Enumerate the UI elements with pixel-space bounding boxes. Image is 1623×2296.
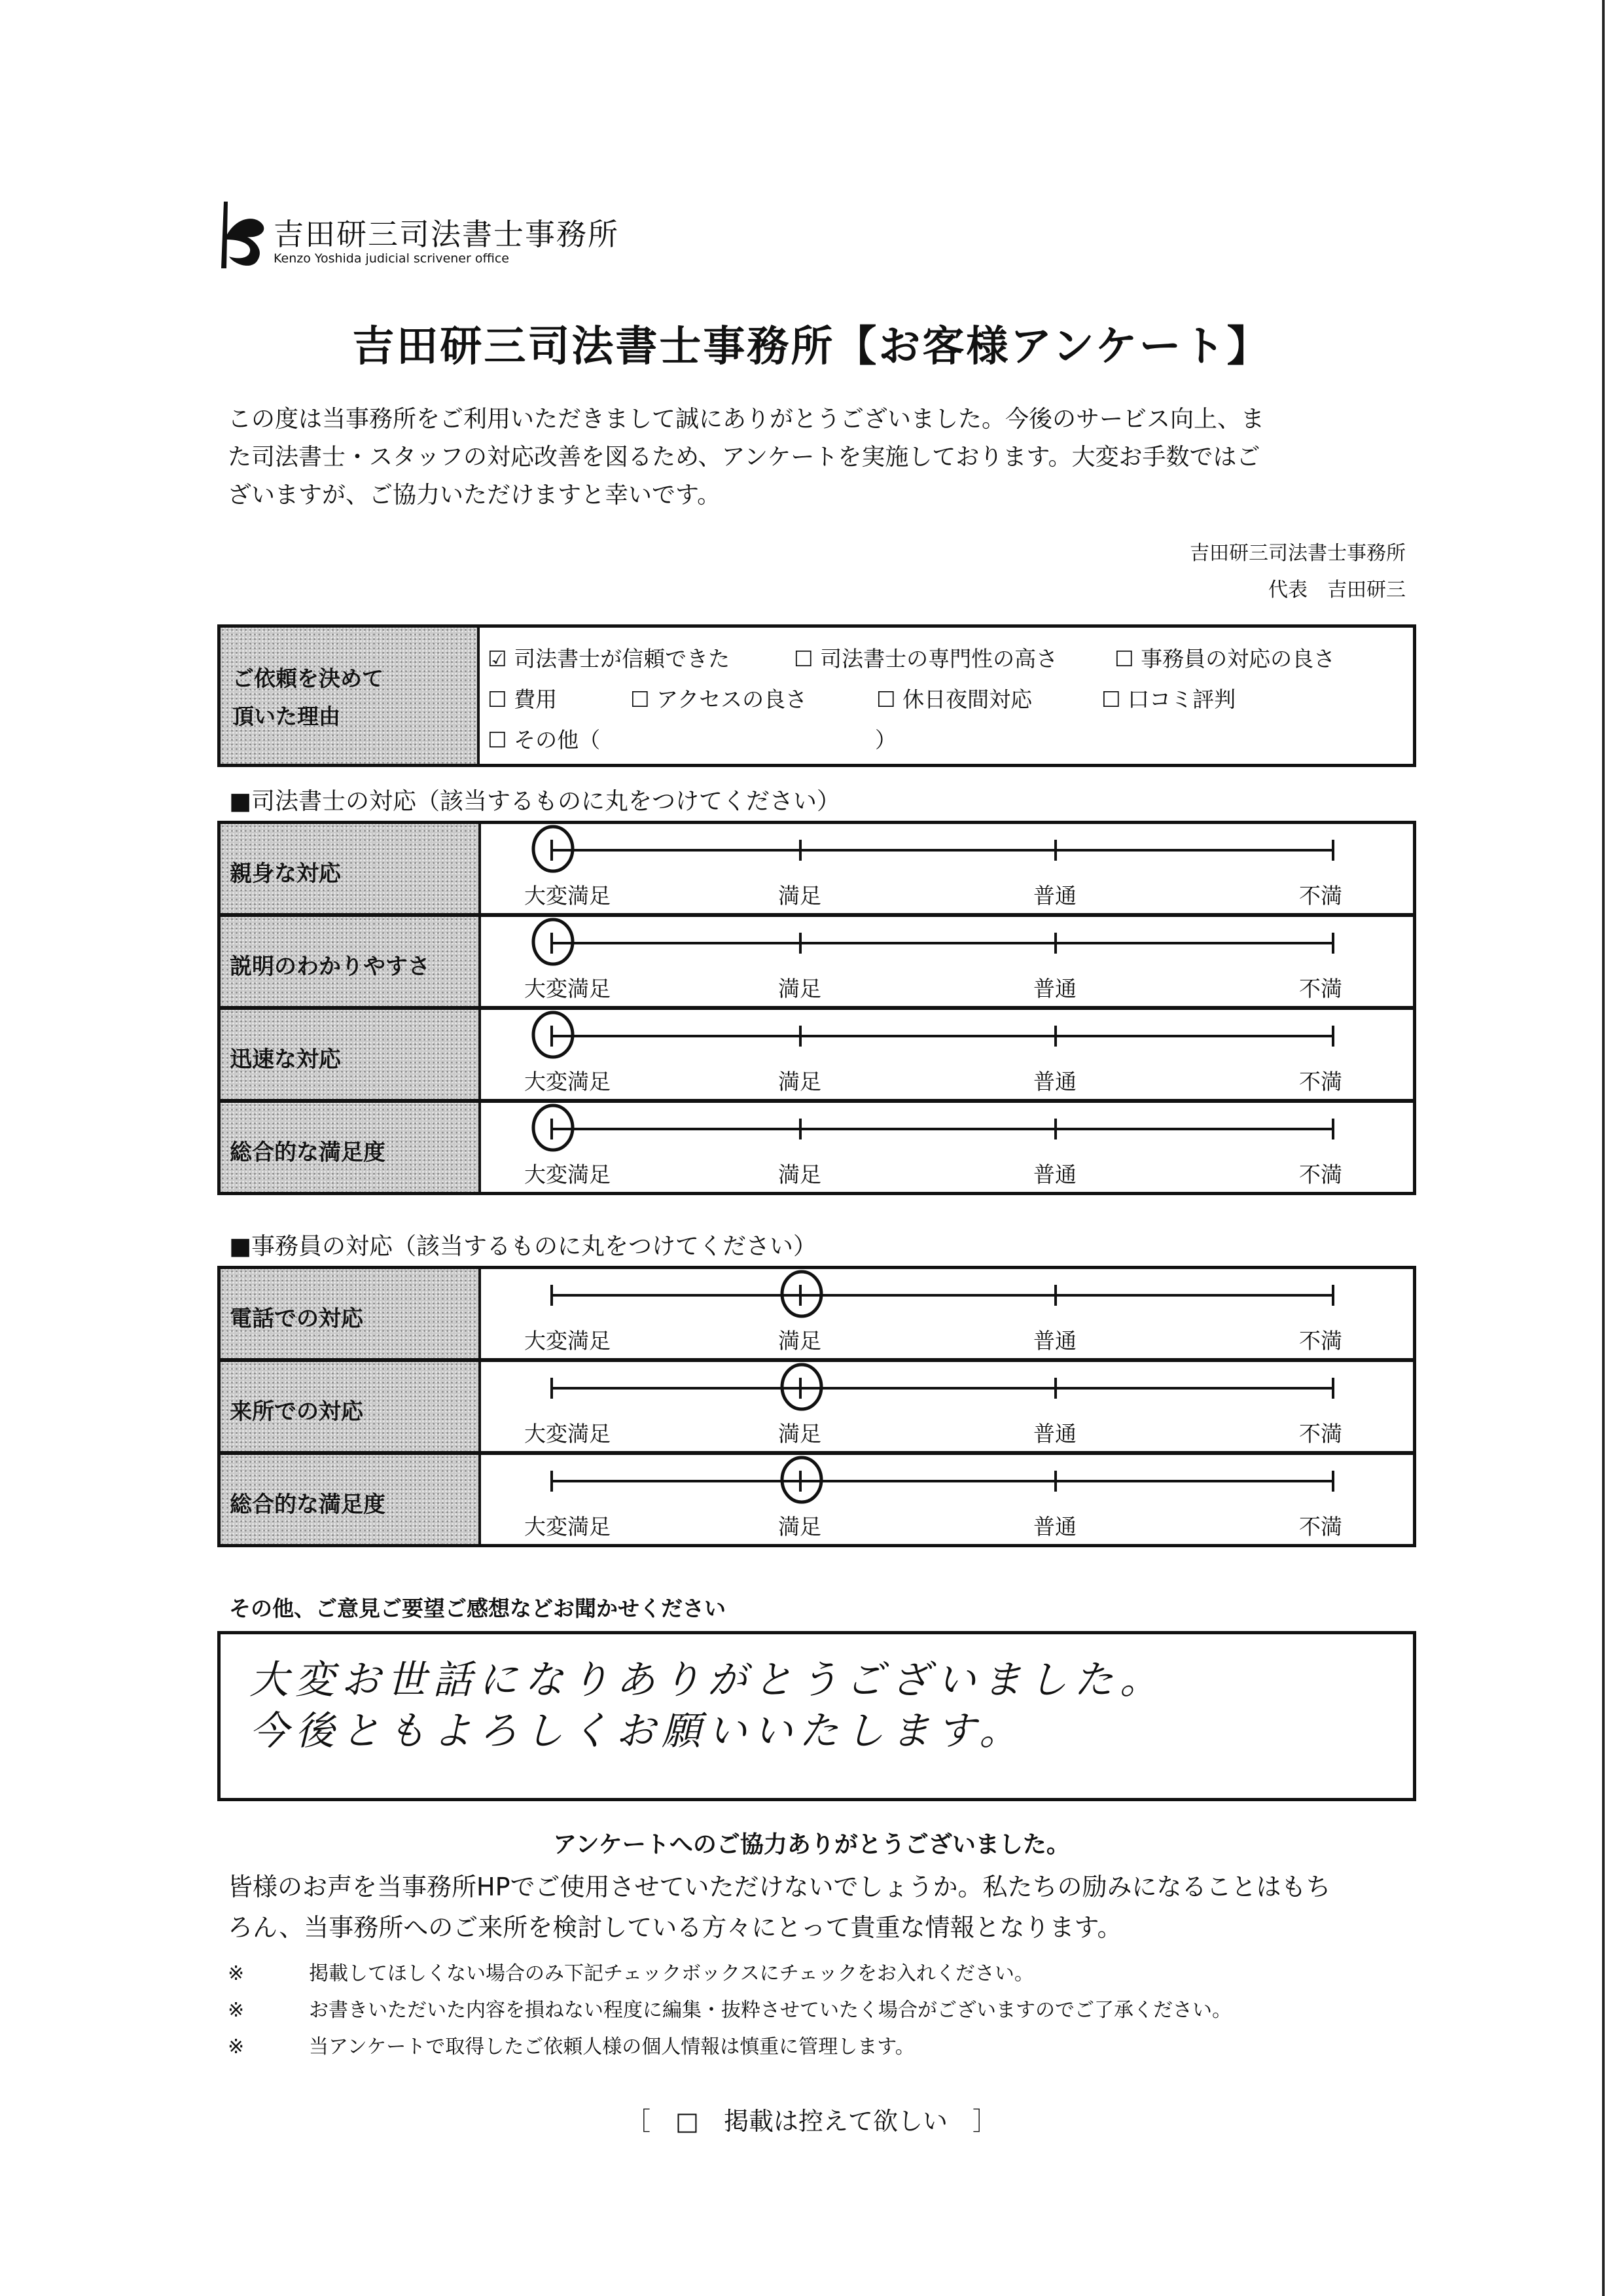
handdrawn-circle-mark [782, 1272, 821, 1316]
rating-row-label: 電話での対応 [230, 1306, 363, 1332]
scale-label: 満足 [778, 1421, 821, 1446]
scale-label: 満足 [778, 1162, 821, 1187]
scale-label: 大変満足 [524, 1162, 611, 1187]
scale-label: 普通 [1033, 976, 1077, 1001]
handdrawn-circle-mark [533, 1013, 573, 1057]
reason-option-label: 事務員の対応の良さ [1141, 646, 1336, 672]
rating-row-label: 迅速な対応 [230, 1047, 341, 1073]
handwritten-comment-line: 大変お世話になりありがとうございました。 [249, 1657, 1166, 1703]
intro-line: この度は当事務所をご利用いただきまして誠にありがとうございました。今後のサービス向上、ま [228, 406, 1265, 433]
reason-option[interactable] [1115, 642, 1335, 673]
scale-label: 不満 [1299, 883, 1342, 908]
rating-row-label: 総合的な満足度 [230, 1492, 385, 1518]
checkbox-icon[interactable]: ☐ [630, 687, 657, 712]
reason-option[interactable] [630, 683, 807, 713]
reason-label-line: ご依頼を決めて [232, 666, 383, 691]
rating-row [217, 1100, 1416, 1195]
office-logo-name: 吉田研三司法書士事務所 [274, 217, 619, 252]
scale-label: 普通 [1033, 1328, 1077, 1354]
scrivener-section-heading: ■司法書士の対応（該当するものに丸をつけてください） [229, 788, 841, 815]
intro-paragraph [228, 401, 1406, 514]
handdrawn-circle-mark [533, 827, 573, 871]
rating-row [217, 1266, 1416, 1361]
reason-option-label: 司法書士が信頼できた [514, 646, 730, 672]
rating-row [217, 1007, 1416, 1102]
rating-row-label-cell [221, 1455, 481, 1544]
note-mark: ※ [228, 1999, 245, 2022]
note-item [228, 1994, 1232, 2022]
scale-label: 大変満足 [524, 976, 611, 1001]
checkbox-icon[interactable]: ☐ [1101, 687, 1128, 712]
reason-option[interactable] [488, 683, 557, 713]
intro-line: た司法書士・スタッフの対応改善を図るため、アンケートを実施しております。大変お手数ではご [228, 444, 1260, 471]
consent-line: 皆様のお声を当事務所HPでご使用させていただけないでしょうか。私たちの励みになることはもち [228, 1873, 1331, 1901]
handdrawn-circle-mark [533, 920, 573, 964]
optout-checkbox[interactable]: ［ □ 掲載は控えて欲しい ］ [626, 2107, 997, 2136]
scale-label: 普通 [1033, 1069, 1077, 1094]
scale-label: 満足 [778, 976, 821, 1001]
intro-line: ざいますが、ご協力いただけますと幸いです。 [228, 482, 721, 509]
rating-row [217, 1359, 1416, 1454]
comments-box[interactable] [217, 1631, 1416, 1801]
note-text: お書きいただいた内容を損ねない程度に編集・抜粋させていたく場合がございますのでご了承ください。 [309, 1999, 1232, 2022]
note-item [228, 2030, 915, 2059]
checkbox-icon[interactable]: ☐ [794, 646, 821, 672]
checkbox-icon[interactable]: ☐ [876, 687, 903, 712]
scale-label: 満足 [778, 1069, 821, 1094]
scale-label: 普通 [1033, 1514, 1077, 1539]
note-text: 当アンケートで取得したご依頼人様の個人情報は慎重に管理します。 [309, 2036, 915, 2058]
handdrawn-circle-mark [533, 1105, 573, 1150]
rating-row-label-cell [221, 917, 481, 1006]
reason-option[interactable] [488, 723, 600, 754]
checkbox-icon[interactable]: ☐ [488, 687, 514, 712]
signature-representative: 代表 吉田研三 [1268, 579, 1406, 601]
consent-paragraph [228, 1867, 1419, 1948]
scale-label: 不満 [1299, 1069, 1342, 1094]
office-logo-english: Kenzo Yoshida judicial scrivener office [274, 251, 509, 266]
scale-label: 満足 [778, 1328, 821, 1354]
comments-heading: その他、ご意見ご要望ご感想などお聞かせください [229, 1596, 726, 1621]
scale-label: 不満 [1299, 1162, 1342, 1187]
note-text: 掲載してほしくない場合のみ下記チェックボックスにチェックをお入れください。 [309, 1962, 1034, 1985]
reason-option-label: アクセスの良さ [656, 687, 808, 712]
scale-label: 普通 [1033, 1162, 1077, 1187]
staff-section-heading: ■事務員の対応（該当するものに丸をつけてください） [229, 1233, 817, 1260]
consent-line: ろん、当事務所へのご来所を検討している方々にとって貴重な情報となります。 [228, 1913, 1122, 1942]
checkbox-icon[interactable]: ☐ [488, 727, 514, 753]
scale-label: 大変満足 [524, 1328, 611, 1354]
scale-label: 不満 [1299, 976, 1342, 1001]
rating-row [217, 1452, 1416, 1547]
thanks-message: アンケートへのご協力ありがとうございました。 [553, 1831, 1070, 1858]
scale-label: 不満 [1299, 1514, 1342, 1539]
scale-label: 満足 [778, 883, 821, 908]
rating-row-label-cell [221, 1269, 481, 1358]
note-item [228, 1957, 1034, 1986]
reason-option-label: 費用 [514, 687, 558, 712]
rating-row [217, 821, 1416, 916]
survey-title: 吉田研三司法書士事務所【お客様アンケート】 [352, 323, 1271, 371]
handwritten-comment-line: 今後ともよろしくお願いいたします。 [249, 1708, 1026, 1754]
reason-option[interactable] [488, 642, 730, 673]
reason-other-close: ） [875, 727, 897, 753]
rating-row [217, 914, 1416, 1009]
reason-option-label: その他（ [514, 727, 601, 753]
reason-option-label: 司法書士の専門性の高さ [820, 646, 1058, 672]
scale-label: 普通 [1033, 1421, 1077, 1446]
reason-option[interactable] [794, 642, 1058, 673]
scale-label: 満足 [778, 1514, 821, 1539]
note-mark: ※ [228, 1962, 245, 1985]
scale-label: 大変満足 [524, 883, 611, 908]
note-mark: ※ [228, 2036, 245, 2058]
reason-option-label: 休日夜間対応 [902, 687, 1033, 712]
checkbox-icon[interactable]: ☐ [1115, 646, 1141, 672]
scale-label: 大変満足 [524, 1069, 611, 1094]
rating-row-label-cell [221, 1103, 481, 1192]
scale-label: 普通 [1033, 883, 1077, 908]
rating-row-label: 総合的な満足度 [230, 1139, 385, 1166]
scale-label: 大変満足 [524, 1421, 611, 1446]
scale-label: 不満 [1299, 1421, 1342, 1446]
handdrawn-circle-mark [782, 1365, 821, 1409]
rating-row-label: 来所での対応 [230, 1399, 363, 1425]
rating-row-label: 親身な対応 [230, 861, 341, 887]
reason-option-label: 口コミ評判 [1128, 687, 1236, 712]
reason-label-cell [221, 628, 480, 764]
rating-row-label-cell [221, 1362, 481, 1451]
rating-row-label: 説明のわかりやすさ [230, 954, 430, 980]
checked-box-icon[interactable]: ☑ [488, 646, 514, 672]
handdrawn-circle-mark [782, 1458, 821, 1502]
signature-office: 吉田研三司法書士事務所 [1190, 542, 1406, 565]
reason-option[interactable] [1101, 683, 1236, 713]
brush-stroke-logo-icon [211, 196, 270, 275]
reason-label-line: 頂いた理由 [232, 704, 340, 729]
reason-option[interactable] [876, 683, 1032, 713]
reason-box [217, 624, 1416, 767]
scale-label: 大変満足 [524, 1514, 611, 1539]
rating-row-label-cell [221, 1010, 481, 1099]
scale-label: 不満 [1299, 1328, 1342, 1354]
rating-row-label-cell [221, 824, 481, 913]
